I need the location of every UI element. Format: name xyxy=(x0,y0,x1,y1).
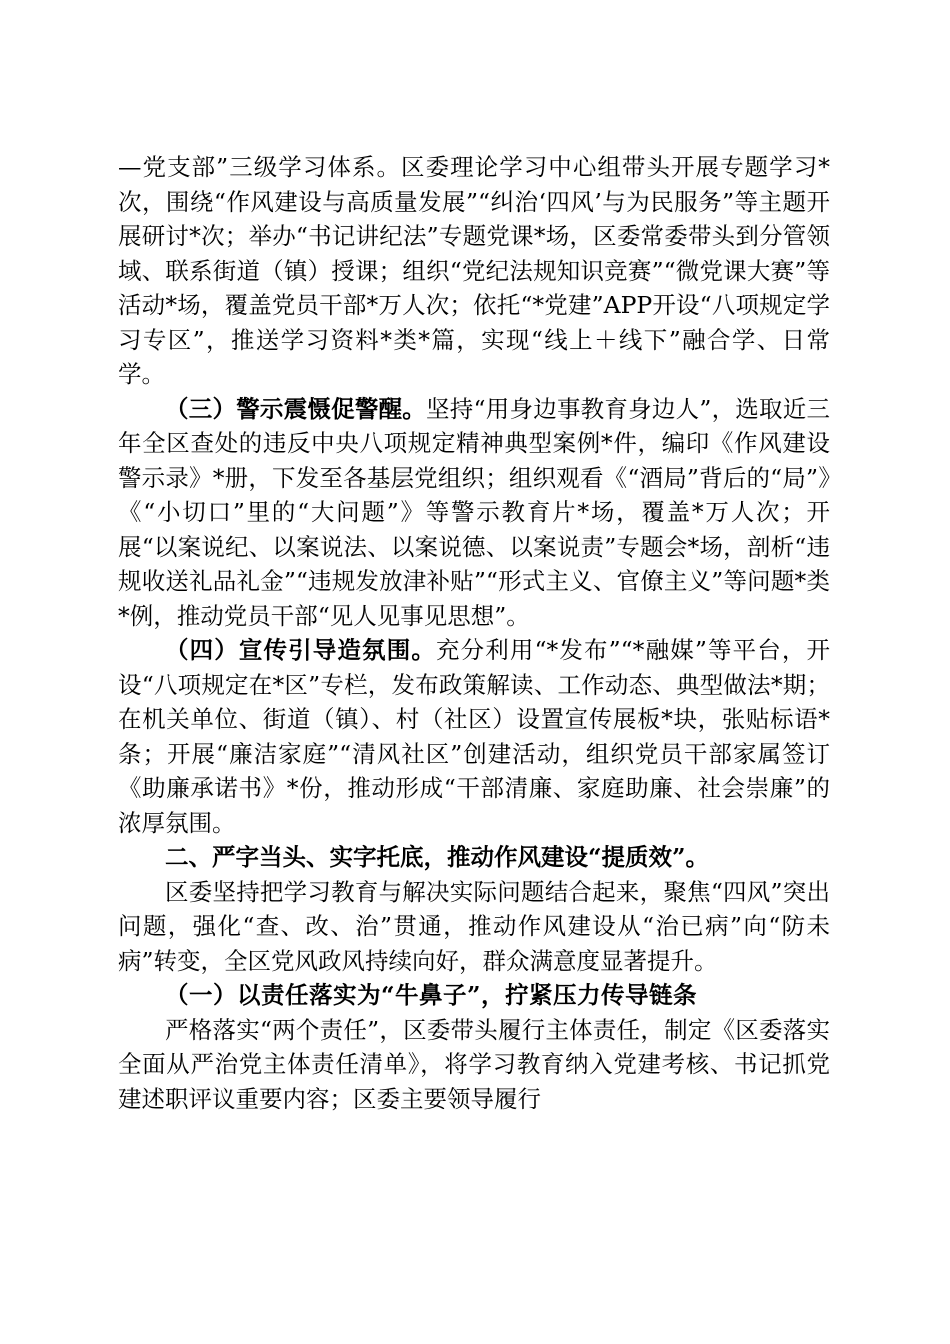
paragraph-lead: （四）宣传引导造氛围。 xyxy=(165,636,436,664)
subheading: （一）以责任落实为“牛鼻子”，拧紧压力传导链条 xyxy=(165,981,698,1009)
paragraph-text: 坚持“用身边事教育身边人”，选取近三年全区查处的违反中央八项规定精神典型案例*件，编印《作风建设警示录》*册，下发至各基层党组织；组织观看《“酒局”背后的“局”》《“小切口”里的“大问题”》等警示教育片*场，覆盖*万人次；开展“以案说纪、以案说法、以案说德、以案说责”专题会*场，剖析“违规收送礼品礼金”“违规发放津补贴”“形式主义、官僚主义”等问题*类*例，推动党员干部“见人见事见思想”。 xyxy=(118,394,831,630)
paragraph-lead: （三）警示震慑促警醒。 xyxy=(165,394,427,423)
paragraph-text: 充分利用“*发布”“*融媒”等平台，开设“八项规定在*区”专栏，发布政策解读、工作动态、典型做法*期；在机关单位、街道（镇）、村（社区）设置宣传展板*块，张贴标语*条；开展“廉洁家庭”“清风社区”创建活动，组织党员干部家属签订《助廉承诺书》*份，推动形成“干部清廉、家庭助廉、社会崇廉”的浓厚氛围。 xyxy=(118,636,831,837)
section-heading: 二、严字当头、实字托底，推动作风建设“提质效”。 xyxy=(165,843,710,871)
paragraph-publicity xyxy=(118,633,830,840)
section-intro: 区委坚持把学习教育与解决实际问题结合起来，聚焦“四风”突出问题，强化“查、改、治”贯通，推动作风建设从“治已病”向“防未病”转变，全区党风政风持续向好，群众满意度显著提升。 xyxy=(118,877,830,975)
paragraph-warning xyxy=(118,392,830,634)
paragraph-learning-system xyxy=(118,150,830,392)
document-page xyxy=(118,150,830,1116)
paragraph-text: —党支部”三级学习体系。区委理论学习中心组带头开展专题学习*次，围绕“作风建设与高质量发展”“纠治‘四风’与为民服务”等主题开展研讨*次；举办“书记讲纪法”专题党课*场，区委常委带头到分管领域、联系街道（镇）授课；组织“党纪法规知识竞赛”“微党课大赛”等活动*场，覆盖党员干部*万人次；依托“*党建”APP开设“八项规定学习专区”，推送学习资料*类*篇，实现“线上＋线下”融合学、日常学。 xyxy=(118,153,830,388)
closing-paragraph: 严格落实“两个责任”，区委带头履行主体责任，制定《区委落实全面从严治党主体责任清单》，将学习教育纳入党建考核、书记抓党建述职评议重要内容；区委主要领导履行 xyxy=(118,1015,830,1113)
